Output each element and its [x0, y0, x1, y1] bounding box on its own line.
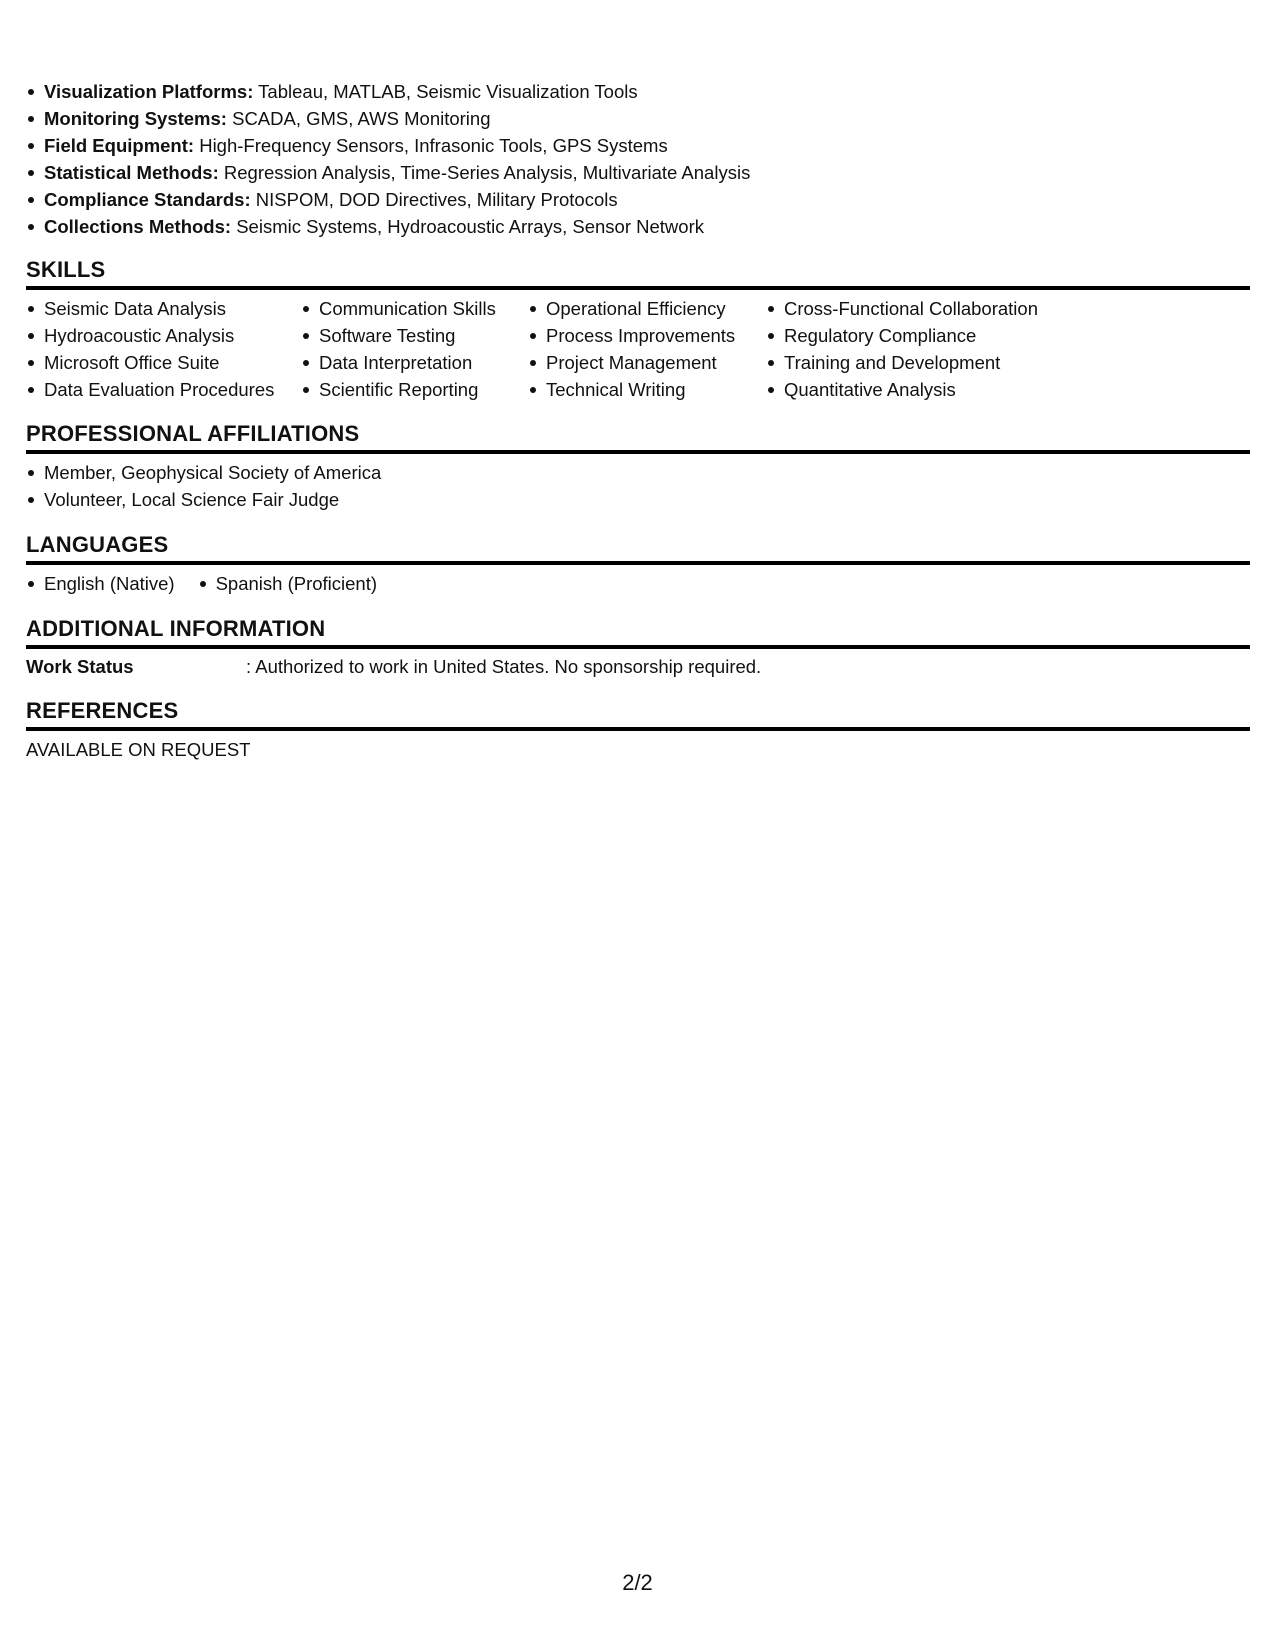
technical-tools-list — [26, 78, 1250, 240]
tools-item-value: NISPOM, DOD Directives, Military Protocols — [250, 189, 618, 210]
skill-item: Communication Skills — [301, 295, 528, 322]
tools-item-label: Monitoring Systems: — [44, 108, 227, 129]
skill-item: Operational Efficiency — [528, 295, 766, 322]
work-status-row — [26, 654, 1250, 680]
tools-item — [26, 78, 1250, 105]
tools-item-label: Collections Methods: — [44, 216, 232, 237]
skill-item: Software Testing — [301, 322, 528, 349]
skill-item: Quantitative Analysis — [766, 376, 1066, 403]
languages-list — [26, 570, 1250, 597]
resume-page — [26, 78, 1250, 763]
skill-item: Data Evaluation Procedures — [26, 376, 301, 403]
affiliation-item: Volunteer, Local Science Fair Judge — [26, 486, 1250, 513]
tools-item-value: High-Frequency Sensors, Infrasonic Tools, GPS Systems — [194, 135, 668, 156]
additional-info-heading: ADDITIONAL INFORMATION — [26, 616, 1250, 649]
tools-item-value: Tableau, MATLAB, Seismic Visualization Tools — [253, 81, 638, 102]
tools-item — [26, 105, 1250, 132]
languages-heading: LANGUAGES — [26, 532, 1250, 565]
skills-column — [528, 295, 766, 403]
affiliation-item: Member, Geophysical Society of America — [26, 459, 1250, 486]
skill-item: Scientific Reporting — [301, 376, 528, 403]
page-number: 2/2 — [622, 1570, 653, 1595]
skill-item: Hydroacoustic Analysis — [26, 322, 301, 349]
language-item: English (Native) — [26, 570, 175, 597]
skills-heading: SKILLS — [26, 257, 1250, 290]
skill-item: Cross-Functional Collaboration — [766, 295, 1066, 322]
skills-column — [26, 295, 301, 403]
skill-item: Microsoft Office Suite — [26, 349, 301, 376]
tools-item-value: Seismic Systems, Hydroacoustic Arrays, Sensor Network — [231, 216, 704, 237]
skills-column — [301, 295, 528, 403]
tools-item-label: Compliance Standards: — [44, 189, 251, 210]
tools-item — [26, 186, 1250, 213]
tools-item — [26, 213, 1250, 240]
skills-column — [766, 295, 1066, 403]
skill-item: Technical Writing — [528, 376, 766, 403]
tools-item — [26, 132, 1250, 159]
skill-item: Data Interpretation — [301, 349, 528, 376]
language-item: Spanish (Proficient) — [198, 570, 377, 597]
tools-item-value: Regression Analysis, Time-Series Analysis, Multivariate Analysis — [218, 162, 751, 183]
skill-item: Project Management — [528, 349, 766, 376]
tools-item-value: SCADA, GMS, AWS Monitoring — [226, 108, 491, 129]
references-text: AVAILABLE ON REQUEST — [26, 739, 251, 760]
skill-item: Regulatory Compliance — [766, 322, 1066, 349]
skills-grid — [26, 295, 1250, 403]
tools-item-label: Statistical Methods: — [44, 162, 219, 183]
references-heading: REFERENCES — [26, 698, 1250, 731]
skill-item: Process Improvements — [528, 322, 766, 349]
work-status-value: : Authorized to work in United States. No sponsorship required. — [246, 656, 762, 677]
tools-item-label: Visualization Platforms: — [44, 81, 254, 102]
work-status-label: Work Status — [26, 656, 134, 677]
tools-item — [26, 159, 1250, 186]
tools-item-label: Field Equipment: — [44, 135, 195, 156]
skill-item: Seismic Data Analysis — [26, 295, 301, 322]
affiliations-list — [26, 459, 1250, 513]
skill-item: Training and Development — [766, 349, 1066, 376]
affiliations-heading: PROFESSIONAL AFFILIATIONS — [26, 421, 1250, 454]
